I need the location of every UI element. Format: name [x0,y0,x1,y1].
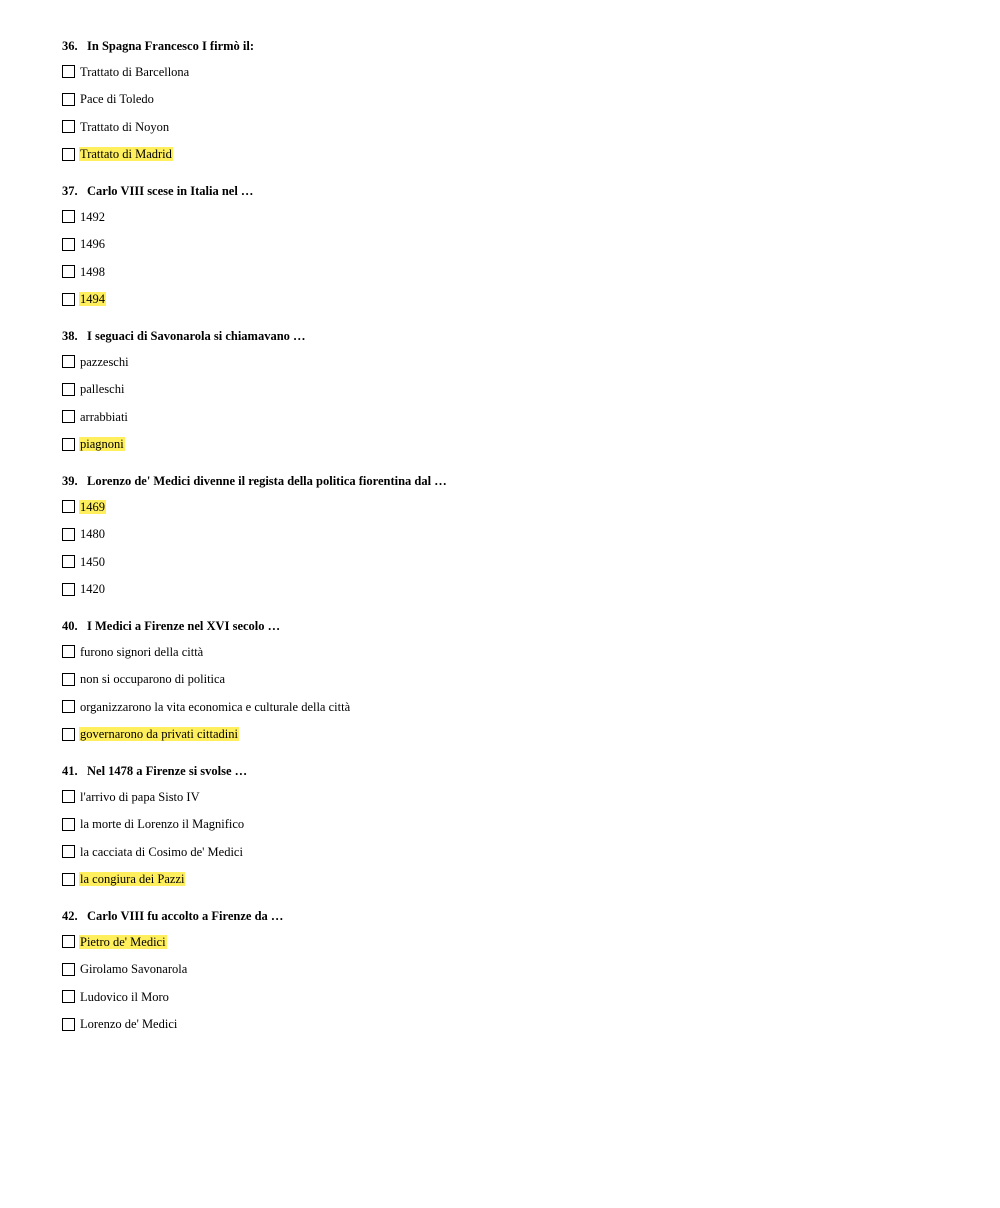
answer-checkbox[interactable] [62,210,75,223]
question-number: 36. [62,39,78,53]
question-text: Carlo VIII scese in Italia nel … [87,184,254,198]
answer-label: Trattato di Noyon [80,119,170,134]
question-text: Lorenzo de' Medici divenne il regista della politica fiorentina dal … [87,474,447,488]
answer-checkbox[interactable] [62,500,75,513]
answer-label-highlighted: Pietro de' Medici [80,934,166,949]
answer-option[interactable] [62,348,962,376]
answer-checkbox[interactable] [62,583,75,596]
question-heading [62,907,962,925]
question-number: 39. [62,474,78,488]
answer-option[interactable] [62,866,962,894]
question-text: I Medici a Firenze nel XVI secolo … [87,619,281,633]
question-37 [62,182,962,313]
answer-option[interactable] [62,956,962,984]
answer-option[interactable] [62,493,962,521]
answer-checkbox[interactable] [62,963,75,976]
answer-label: organizzarono la vita economica e culturale della città [80,699,351,714]
answer-checkbox[interactable] [62,528,75,541]
question-heading [62,327,962,345]
question-heading [62,617,962,635]
answer-checkbox[interactable] [62,120,75,133]
answer-checkbox[interactable] [62,645,75,658]
question-heading [62,472,962,490]
answer-option[interactable] [62,928,962,956]
answer-option[interactable] [62,141,962,169]
answer-checkbox[interactable] [62,790,75,803]
answer-label: Lorenzo de' Medici [80,1017,178,1032]
answer-checkbox[interactable] [62,555,75,568]
answer-checkbox[interactable] [62,265,75,278]
answer-label: 1480 [80,527,105,542]
answer-checkbox[interactable] [62,990,75,1003]
question-number: 40. [62,619,78,633]
question-number: 42. [62,909,78,923]
answer-label: arrabbiati [80,409,128,424]
answer-option[interactable] [62,811,962,839]
answer-option[interactable] [62,203,962,231]
answer-label: palleschi [80,382,125,397]
answer-label: non si occuparono di politica [80,672,226,687]
answer-checkbox[interactable] [62,148,75,161]
answer-label: 1450 [80,554,105,569]
answer-label-highlighted: piagnoni [80,437,124,452]
question-text: Nel 1478 a Firenze si svolse … [87,764,248,778]
answer-label: 1498 [80,264,105,279]
answer-option[interactable] [62,838,962,866]
question-40 [62,617,962,748]
answer-option[interactable] [62,983,962,1011]
question-heading [62,182,962,200]
answer-label-highlighted: 1494 [80,292,105,307]
answer-option[interactable] [62,86,962,114]
question-36 [62,37,962,168]
question-38 [62,327,962,458]
answer-label-highlighted: la congiura dei Pazzi [80,872,185,887]
answer-checkbox[interactable] [62,1018,75,1031]
question-number: 38. [62,329,78,343]
answer-label-highlighted: Trattato di Madrid [80,147,172,162]
answer-option[interactable] [62,376,962,404]
answer-option[interactable] [62,231,962,259]
answer-checkbox[interactable] [62,383,75,396]
question-41 [62,762,962,893]
answer-option[interactable] [62,783,962,811]
answer-option[interactable] [62,113,962,141]
answer-label-highlighted: governarono da privati cittadini [80,727,238,742]
answer-label: pazzeschi [80,354,129,369]
answer-label: furono signori della città [80,644,204,659]
question-42 [62,907,962,1038]
answer-checkbox[interactable] [62,728,75,741]
answer-checkbox[interactable] [62,845,75,858]
answer-label: la morte di Lorenzo il Magnifico [80,817,245,832]
answer-option[interactable] [62,58,962,86]
answer-option[interactable] [62,576,962,604]
answer-label: Pace di Toledo [80,92,154,107]
question-text: Carlo VIII fu accolto a Firenze da … [87,909,284,923]
answer-checkbox[interactable] [62,410,75,423]
question-39 [62,472,962,603]
answer-option[interactable] [62,403,962,431]
answer-option[interactable] [62,721,962,749]
answer-checkbox[interactable] [62,818,75,831]
answer-checkbox[interactable] [62,673,75,686]
answer-label: 1492 [80,209,105,224]
answer-option[interactable] [62,258,962,286]
answer-option[interactable] [62,1011,962,1039]
answer-label: Girolamo Savonarola [80,962,188,977]
answer-label: l'arrivo di papa Sisto IV [80,789,200,804]
answer-label: 1496 [80,237,105,252]
answer-option[interactable] [62,638,962,666]
answer-checkbox[interactable] [62,700,75,713]
question-number: 41. [62,764,78,778]
question-number: 37. [62,184,78,198]
answer-option[interactable] [62,548,962,576]
answer-label-highlighted: 1469 [80,499,105,514]
answer-checkbox[interactable] [62,935,75,948]
question-heading [62,762,962,780]
question-text: I seguaci di Savonarola si chiamavano … [87,329,306,343]
answer-checkbox[interactable] [62,355,75,368]
answer-option[interactable] [62,666,962,694]
answer-label: 1420 [80,582,105,597]
answer-label: Ludovico il Moro [80,989,169,1004]
answer-checkbox[interactable] [62,873,75,886]
answer-checkbox[interactable] [62,93,75,106]
question-list [62,37,962,1052]
answer-option[interactable] [62,286,962,314]
question-text: In Spagna Francesco I firmò il: [87,39,255,53]
answer-option[interactable] [62,693,962,721]
answer-checkbox[interactable] [62,438,75,451]
question-heading [62,37,962,55]
answer-label: Trattato di Barcellona [80,64,190,79]
answer-option[interactable] [62,521,962,549]
answer-label: la cacciata di Cosimo de' Medici [80,844,243,859]
answer-checkbox[interactable] [62,293,75,306]
answer-checkbox[interactable] [62,238,75,251]
answer-checkbox[interactable] [62,65,75,78]
answer-option[interactable] [62,431,962,459]
